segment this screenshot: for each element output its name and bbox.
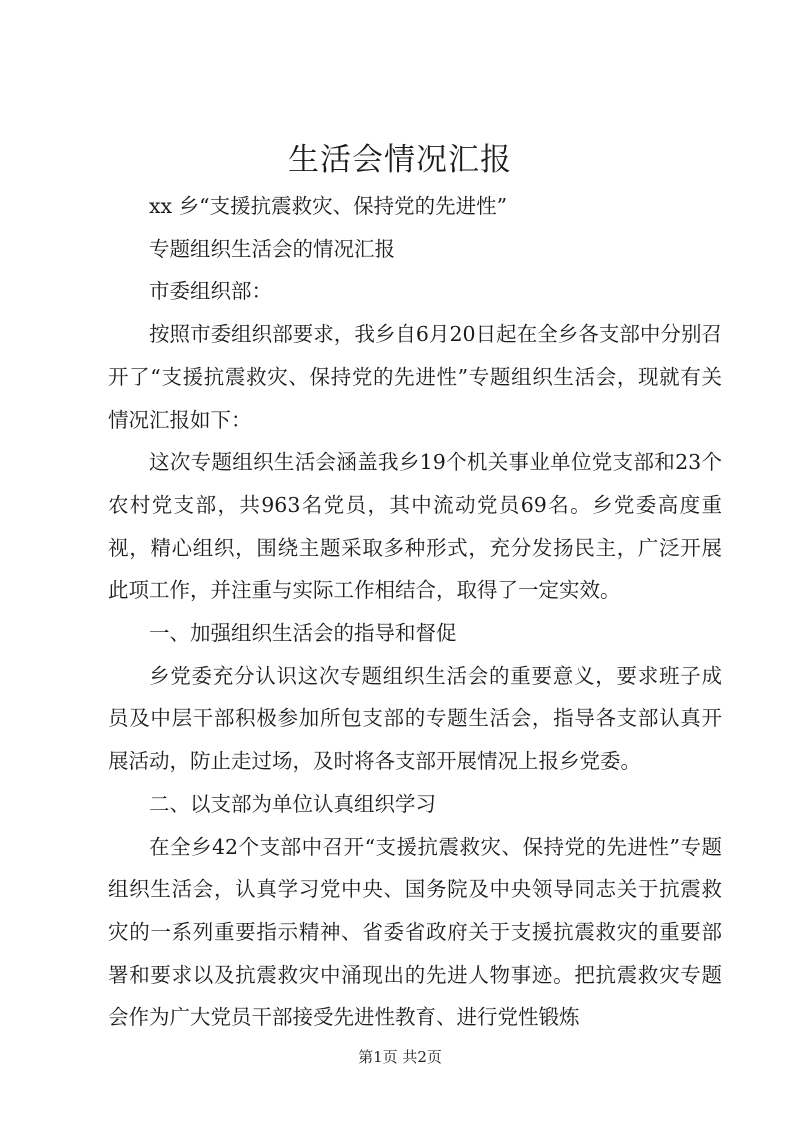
paragraph-subject-line-1: xx 乡“支援抗震救灾、保持党的先进性” <box>149 194 508 218</box>
page-footer: 第1页 共2页 <box>358 1048 442 1066</box>
paragraph-subject-line-2: 专题组织生活会的情况汇报 <box>149 236 395 261</box>
paragraph-recipient: 市委组织部： <box>149 279 272 304</box>
section-heading-1: 一、加强组织生活会的指导和督促 <box>149 621 457 646</box>
paragraph-section-1: 乡党委充分认识这次专题组织生活会的重要意义，要求班子成员及中层干部积极参加所包支部的专题生活会，指导各支部认真开展活动，防止走过场，及时将各支部开展情况上报乡党委。 <box>108 663 722 774</box>
section-heading-2: 二、以支部为单位认真组织学习 <box>149 791 436 816</box>
paragraph-intro: 按照市委组织部要求，我乡自6月20日起在全乡各支部中分别召开了“支援抗震救灾、保持党的先进性”专题组织生活会，现就有关情况汇报如下： <box>108 322 722 432</box>
paragraph-section-2: 在全乡42个支部中召开“支援抗震救灾、保持党的先进性”专题组织生活会，认真学习党中央、国务院及中央领导同志关于抗震救灾的一系列重要指示精神、省委省政府关于支援抗震救灾的重要部署和要求以及抗震救灾中涌现出的先进人物事迹。把抗震救灾专题会作为广大党员干部接受先进性教育、进行党性锻炼 <box>108 834 722 1030</box>
paragraph-overview: 这次专题组织生活会涵盖我乡19个机关事业单位党支部和23个农村党支部，共963名党员，其中流动党员69名。乡党委高度重视，精心组织，围绕主题采取多种形式，充分发扬民主，广泛开展此项工作，并注重与实际工作相结合，取得了一定实效。 <box>108 450 722 603</box>
document-title: 生活会情况汇报 <box>288 142 512 178</box>
document-body <box>108 185 722 1039</box>
